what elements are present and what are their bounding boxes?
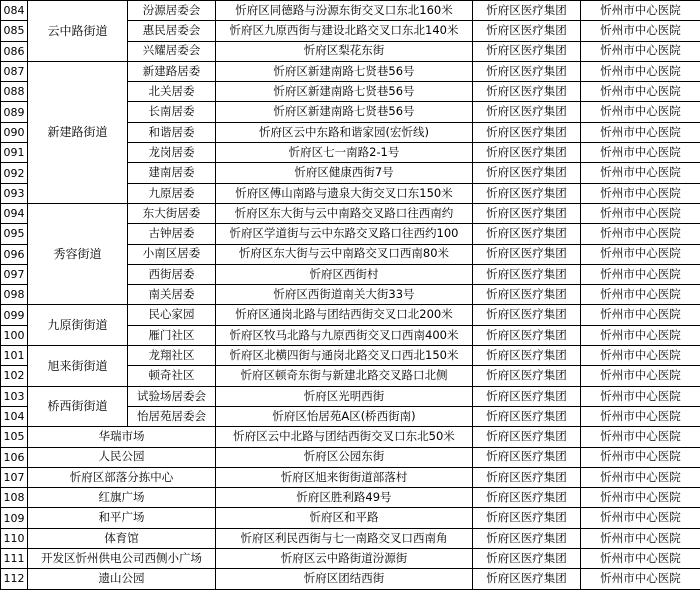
- table-row: [1, 305, 700, 325]
- table-row: [1, 528, 700, 548]
- committee-name: 龙岗居委: [128, 143, 216, 163]
- hospital: 忻州市中心医院: [581, 21, 700, 41]
- committee-name: 兴耀居委会: [128, 41, 216, 61]
- address: 忻府区旭来街街道部落村: [216, 467, 473, 487]
- address: 忻府区傅山南路与遗泉大街交叉口东150米: [216, 183, 473, 203]
- address: 忻府区光明西街: [216, 386, 473, 406]
- street-name: 云中路街道: [28, 1, 128, 62]
- place-name: 和平广场: [28, 508, 216, 528]
- medical-group: 忻府区医疗集团: [473, 447, 581, 467]
- hospital: 忻州市中心医院: [581, 488, 700, 508]
- hospital: 忻州市中心医院: [581, 366, 700, 386]
- medical-group: 忻府区医疗集团: [473, 427, 581, 447]
- committee-name: 雁门社区: [128, 325, 216, 345]
- row-number: 109: [1, 508, 28, 528]
- hospital: 忻州市中心医院: [581, 528, 700, 548]
- table-row: [1, 569, 700, 589]
- committee-name: 小南区居委: [128, 244, 216, 264]
- row-number: 095: [1, 224, 28, 244]
- street-name: 九原街街道: [28, 305, 128, 346]
- medical-group: 忻府区医疗集团: [473, 406, 581, 426]
- committee-name: 民心家园: [128, 305, 216, 325]
- address: 忻府区怡居苑A区(桥西街南): [216, 406, 473, 426]
- address: 忻府区公园东街: [216, 447, 473, 467]
- address: 忻府区九原西街与建设北路交叉口东北140米: [216, 21, 473, 41]
- row-number: 089: [1, 102, 28, 122]
- table-row: [1, 386, 700, 406]
- medical-group: 忻府区医疗集团: [473, 224, 581, 244]
- address: 忻府区东大街与云中南路交叉路口往西南约: [216, 203, 473, 223]
- row-number: 111: [1, 549, 28, 569]
- medical-group: 忻府区医疗集团: [473, 569, 581, 589]
- medical-group: 忻府区医疗集团: [473, 264, 581, 284]
- hospital: 忻州市中心医院: [581, 285, 700, 305]
- hospital: 忻州市中心医院: [581, 346, 700, 366]
- hospital: 忻州市中心医院: [581, 183, 700, 203]
- medical-group: 忻府区医疗集团: [473, 41, 581, 61]
- table-row: [1, 508, 700, 528]
- hospital: 忻州市中心医院: [581, 427, 700, 447]
- place-name: 红旗广场: [28, 488, 216, 508]
- address: 忻府区同德路与汾源东街交叉口东北160米: [216, 1, 473, 21]
- row-number: 103: [1, 386, 28, 406]
- street-name: 秀容街道: [28, 203, 128, 304]
- table-row: [1, 203, 700, 223]
- row-number: 104: [1, 406, 28, 426]
- medical-group: 忻府区医疗集团: [473, 528, 581, 548]
- hospital: 忻州市中心医院: [581, 508, 700, 528]
- hospital: 忻州市中心医院: [581, 1, 700, 21]
- hospital: 忻州市中心医院: [581, 82, 700, 102]
- medical-group: 忻府区医疗集团: [473, 325, 581, 345]
- row-number: 105: [1, 427, 28, 447]
- place-name: 开发区忻州供电公司西侧小广场: [28, 549, 216, 569]
- place-name: 遗山公园: [28, 569, 216, 589]
- committee-name: 南关居委: [128, 285, 216, 305]
- medical-group: 忻府区医疗集团: [473, 102, 581, 122]
- place-name: 忻府区部落分拣中心: [28, 467, 216, 487]
- street-name: 桥西街街道: [28, 386, 128, 427]
- committee-name: 顿奇社区: [128, 366, 216, 386]
- hospital: 忻州市中心医院: [581, 549, 700, 569]
- medical-group: 忻府区医疗集团: [473, 163, 581, 183]
- hospital: 忻州市中心医院: [581, 386, 700, 406]
- row-number: 091: [1, 143, 28, 163]
- address: 忻府区利民西街与七一南路交叉口西南角: [216, 528, 473, 548]
- medical-group: 忻府区医疗集团: [473, 549, 581, 569]
- hospital: 忻州市中心医院: [581, 447, 700, 467]
- address: 忻府区西街道南关大街33号: [216, 285, 473, 305]
- row-number: 094: [1, 203, 28, 223]
- committee-name: 北关居委: [128, 82, 216, 102]
- hospital: 忻州市中心医院: [581, 203, 700, 223]
- row-number: 087: [1, 61, 28, 81]
- hospital: 忻州市中心医院: [581, 122, 700, 142]
- medical-group: 忻府区医疗集团: [473, 346, 581, 366]
- medical-group: 忻府区医疗集团: [473, 203, 581, 223]
- committee-name: 试验场居委会: [128, 386, 216, 406]
- table-row: [1, 346, 700, 366]
- table-row: [1, 1, 700, 21]
- address: 忻府区学道街与云中东路交叉路口往西约100: [216, 224, 473, 244]
- hospital: 忻州市中心医院: [581, 61, 700, 81]
- medical-group: 忻府区医疗集团: [473, 1, 581, 21]
- place-name: 华瑞市场: [28, 427, 216, 447]
- address: 忻府区东大街与云中南路交叉口西南80米: [216, 244, 473, 264]
- hospital: 忻州市中心医院: [581, 264, 700, 284]
- committee-name: 长南居委: [128, 102, 216, 122]
- hospital: 忻州市中心医院: [581, 305, 700, 325]
- table-row: [1, 549, 700, 569]
- address: 忻府区胜利路49号: [216, 488, 473, 508]
- committee-name: 西街居委: [128, 264, 216, 284]
- committee-name: 新建路居委: [128, 61, 216, 81]
- address: 忻府区新建南路七贤巷56号: [216, 82, 473, 102]
- row-number: 092: [1, 163, 28, 183]
- row-number: 106: [1, 447, 28, 467]
- place-name: 体育馆: [28, 528, 216, 548]
- row-number: 110: [1, 528, 28, 548]
- address: 忻府区和平路: [216, 508, 473, 528]
- address: 忻府区团结西街: [216, 569, 473, 589]
- address: 忻府区云中东路和谐家园(宏忻线): [216, 122, 473, 142]
- hospital: 忻州市中心医院: [581, 325, 700, 345]
- medical-group: 忻府区医疗集团: [473, 244, 581, 264]
- hospital: 忻州市中心医院: [581, 163, 700, 183]
- hospital: 忻州市中心医院: [581, 102, 700, 122]
- address: 忻府区牧马北路与九原西街交叉口西南400米: [216, 325, 473, 345]
- medical-group: 忻府区医疗集团: [473, 122, 581, 142]
- medical-group: 忻府区医疗集团: [473, 82, 581, 102]
- committee-name: 建南居委: [128, 163, 216, 183]
- hospital: 忻州市中心医院: [581, 41, 700, 61]
- hospital: 忻州市中心医院: [581, 244, 700, 264]
- address: 忻府区通岗北路与团结西街交叉口北200米: [216, 305, 473, 325]
- street-name: 新建路街道: [28, 61, 128, 203]
- medical-group: 忻府区医疗集团: [473, 143, 581, 163]
- row-number: 098: [1, 285, 28, 305]
- street-name: 旭来街街道: [28, 346, 128, 387]
- address: 忻府区新建南路七贤巷56号: [216, 102, 473, 122]
- address: 忻府区云中北路与团结西街交叉口东北50米: [216, 427, 473, 447]
- committee-name: 九原居委: [128, 183, 216, 203]
- address: 忻府区顿奇东街与新建北路交叉路口北侧: [216, 366, 473, 386]
- address: 忻府区七一南路2-1号: [216, 143, 473, 163]
- address: 忻府区梨花东街: [216, 41, 473, 61]
- hospital: 忻州市中心医院: [581, 143, 700, 163]
- row-number: 086: [1, 41, 28, 61]
- medical-group: 忻府区医疗集团: [473, 488, 581, 508]
- committee-name: 龙翔社区: [128, 346, 216, 366]
- committee-name: 东大街居委: [128, 203, 216, 223]
- medical-group: 忻府区医疗集团: [473, 467, 581, 487]
- row-number: 108: [1, 488, 28, 508]
- row-number: 099: [1, 305, 28, 325]
- table-row: [1, 427, 700, 447]
- table-row: [1, 488, 700, 508]
- row-number: 096: [1, 244, 28, 264]
- hospital: 忻州市中心医院: [581, 406, 700, 426]
- committee-name: 和谐居委: [128, 122, 216, 142]
- row-number: 102: [1, 366, 28, 386]
- committee-name: 怡居苑居委会: [128, 406, 216, 426]
- address: 忻府区西街村: [216, 264, 473, 284]
- medical-group: 忻府区医疗集团: [473, 61, 581, 81]
- address: 忻府区新建南路七贤巷56号: [216, 61, 473, 81]
- row-number: 084: [1, 1, 28, 21]
- row-number: 085: [1, 21, 28, 41]
- address: 忻府区健康西街7号: [216, 163, 473, 183]
- row-number: 101: [1, 346, 28, 366]
- medical-group: 忻府区医疗集团: [473, 21, 581, 41]
- hospital: 忻州市中心医院: [581, 224, 700, 244]
- committee-name: 古钟居委: [128, 224, 216, 244]
- table-row: [1, 467, 700, 487]
- row-number: 090: [1, 122, 28, 142]
- row-number: 112: [1, 569, 28, 589]
- committee-name: 惠民居委会: [128, 21, 216, 41]
- row-number: 107: [1, 467, 28, 487]
- row-number: 100: [1, 325, 28, 345]
- row-number: 088: [1, 82, 28, 102]
- hospital: 忻州市中心医院: [581, 467, 700, 487]
- medical-group: 忻府区医疗集团: [473, 183, 581, 203]
- medical-group: 忻府区医疗集团: [473, 508, 581, 528]
- hospital: 忻州市中心医院: [581, 569, 700, 589]
- medical-group: 忻府区医疗集团: [473, 285, 581, 305]
- medical-group: 忻府区医疗集团: [473, 366, 581, 386]
- medical-group: 忻府区医疗集团: [473, 305, 581, 325]
- medical-group: 忻府区医疗集团: [473, 386, 581, 406]
- address: 忻府区云中路街道汾源街: [216, 549, 473, 569]
- table-row: [1, 447, 700, 467]
- place-name: 人民公园: [28, 447, 216, 467]
- row-number: 097: [1, 264, 28, 284]
- table-row: [1, 61, 700, 81]
- address: 忻府区北横四街与通岗北路交叉口西北150米: [216, 346, 473, 366]
- committee-name: 汾源居委会: [128, 1, 216, 21]
- row-number: 093: [1, 183, 28, 203]
